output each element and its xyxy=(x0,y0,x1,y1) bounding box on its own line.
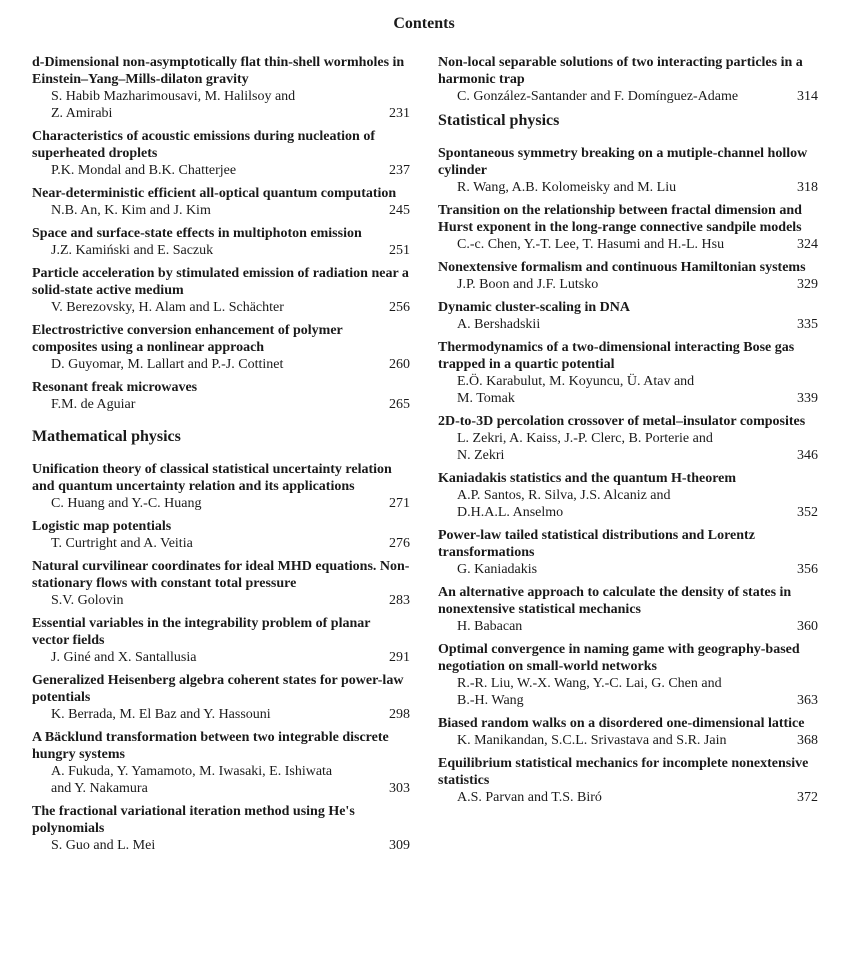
toc-entry[interactable] xyxy=(32,672,410,723)
entry-title[interactable]: Logistic map potentials xyxy=(32,519,172,534)
toc-entry[interactable] xyxy=(32,322,410,373)
toc-entry[interactable] xyxy=(438,339,818,407)
entry-page-number[interactable]: 245 xyxy=(389,203,410,218)
entry-page-number[interactable]: 298 xyxy=(389,707,410,722)
entry-authors: G. Kaniadakis xyxy=(457,562,538,577)
entry-page-number[interactable]: 329 xyxy=(797,277,818,292)
entry-title[interactable]: Particle acceleration by stimulated emission of radiation near a solid-state active medium xyxy=(32,266,409,298)
toc-entry[interactable] xyxy=(438,584,818,635)
toc-entry[interactable] xyxy=(32,54,410,122)
entry-title[interactable]: Characteristics of acoustic emissions during nucleation of superheated droplets xyxy=(32,129,375,161)
page-title: Contents xyxy=(393,15,455,32)
entry-authors: A.S. Parvan and T.S. Biró xyxy=(457,790,602,805)
entry-title[interactable]: Nonextensive formalism and continuous Hamiltonian systems xyxy=(438,260,806,275)
toc-entry[interactable] xyxy=(438,470,818,521)
entry-authors: T. Curtright and A. Veitia xyxy=(51,536,193,551)
entry-page-number[interactable]: 335 xyxy=(797,317,818,332)
entry-byline xyxy=(32,535,410,552)
entry-page-number[interactable]: 256 xyxy=(389,300,410,315)
entry-page-number[interactable]: 360 xyxy=(797,619,818,634)
entry-page-number[interactable]: 309 xyxy=(389,838,410,853)
entry-byline xyxy=(438,88,818,105)
entry-page-number[interactable]: 372 xyxy=(797,790,818,805)
toc-entry[interactable] xyxy=(32,265,410,316)
entry-byline xyxy=(438,487,818,521)
entry-page-number[interactable]: 339 xyxy=(797,391,818,406)
entry-title[interactable]: Dynamic cluster-scaling in DNA xyxy=(438,300,630,315)
entry-byline xyxy=(438,316,818,333)
entry-title[interactable]: Power-law tailed statistical distributions and Lorentz transformations xyxy=(438,528,755,560)
entry-authors: N.B. An, K. Kim and J. Kim xyxy=(51,203,211,218)
entry-authors: C. González-Santander and F. Domínguez-Adame xyxy=(457,89,739,104)
entry-byline xyxy=(32,242,410,259)
entry-authors: S.V. Golovin xyxy=(51,593,124,608)
entry-authors: A. Bershadskii xyxy=(457,317,541,332)
entry-page-number[interactable]: 265 xyxy=(389,397,410,412)
entry-authors: A.P. Santos, R. Silva, J.S. Alcaniz and D.H.A.L. Anselmo xyxy=(457,488,671,520)
entry-authors: R. Wang, A.B. Kolomeisky and M. Liu xyxy=(457,180,677,195)
entry-byline xyxy=(32,495,410,512)
entry-title[interactable]: Space and surface-state effects in multiphoton emission xyxy=(32,226,362,241)
entry-page-number[interactable]: 352 xyxy=(797,505,818,520)
entry-authors: K. Manikandan, S.C.L. Srivastava and S.R. Jain xyxy=(457,733,727,748)
toc-entry[interactable] xyxy=(438,641,818,709)
right-column xyxy=(438,54,818,812)
entry-title[interactable]: 2D-to-3D percolation crossover of metal–insulator composites xyxy=(438,414,806,429)
entry-page-number[interactable]: 356 xyxy=(797,562,818,577)
entry-authors: P.K. Mondal and B.K. Chatterjee xyxy=(51,163,237,178)
left-column xyxy=(32,54,410,860)
entry-page-number[interactable]: 363 xyxy=(797,693,818,708)
toc-entry[interactable] xyxy=(438,145,818,196)
entry-authors: C.-c. Chen, Y.-T. Lee, T. Hasumi and H.-L. Hsu xyxy=(457,237,725,252)
toc-entry[interactable] xyxy=(32,128,410,179)
entry-authors: E.Ö. Karabulut, M. Koyuncu, Ü. Atav and M. Tomak xyxy=(457,374,695,406)
entry-page-number[interactable]: 291 xyxy=(389,650,410,665)
entry-byline xyxy=(32,763,410,797)
entry-authors: F.M. de Aguiar xyxy=(51,397,136,412)
entry-title[interactable]: Electrostrictive conversion enhancement of polymer composites using a nonlinear approach xyxy=(32,323,343,355)
entry-byline xyxy=(438,732,818,749)
entry-authors: D. Guyomar, M. Lallart and P.-J. Cottinet xyxy=(51,357,284,372)
toc-entry[interactable] xyxy=(32,729,410,797)
toc-entry[interactable] xyxy=(438,259,818,293)
entry-page-number[interactable]: 231 xyxy=(389,106,410,121)
entry-byline xyxy=(438,236,818,253)
toc-entry[interactable] xyxy=(32,379,410,413)
entry-byline xyxy=(32,649,410,666)
entry-title[interactable]: Unification theory of classical statistical uncertainty relation and quantum uncertainty relation and its applications xyxy=(32,462,392,494)
entry-page-number[interactable]: 276 xyxy=(389,536,410,551)
entry-byline xyxy=(32,162,410,179)
entry-title[interactable]: A Bäcklund transformation between two integrable discrete hungry systems xyxy=(32,730,389,762)
entry-page-number[interactable]: 368 xyxy=(797,733,818,748)
entry-page-number[interactable]: 260 xyxy=(389,357,410,372)
entry-title[interactable]: Biased random walks on a disordered one-dimensional lattice xyxy=(438,716,805,731)
entry-title[interactable]: Spontaneous symmetry breaking on a mutiple-channel hollow cylinder xyxy=(438,146,808,178)
entry-title[interactable]: Resonant freak microwaves xyxy=(32,380,198,395)
toc-entry[interactable] xyxy=(438,54,818,105)
entry-authors: A. Fukuda, Y. Yamamoto, M. Iwasaki, E. Ishiwata and Y. Nakamura xyxy=(51,764,333,796)
entry-byline xyxy=(32,396,410,413)
entry-byline xyxy=(32,706,410,723)
toc-entry[interactable] xyxy=(32,185,410,219)
entry-title[interactable]: Non-local separable solutions of two interacting particles in a harmonic trap xyxy=(438,55,803,87)
entry-byline xyxy=(438,618,818,635)
entry-byline xyxy=(32,88,410,122)
entry-title[interactable]: The fractional variational iteration method using He's polynomials xyxy=(32,804,355,836)
entry-page-number[interactable]: 251 xyxy=(389,243,410,258)
entry-byline xyxy=(438,179,818,196)
entry-authors: J.Z. Kamiński and E. Saczuk xyxy=(51,243,214,258)
entry-title[interactable]: Essential variables in the integrability problem of planar vector fields xyxy=(32,616,371,648)
entry-authors: C. Huang and Y.-C. Huang xyxy=(51,496,202,511)
entry-page-number[interactable]: 271 xyxy=(389,496,410,511)
entry-byline xyxy=(438,675,818,709)
entry-title[interactable]: d-Dimensional non-asymptotically flat thin-shell wormholes in Einstein–Yang–Mills-dilaton gravity xyxy=(32,55,405,87)
entry-authors: S. Habib Mazharimousavi, M. Halilsoy and Z. Amirabi xyxy=(51,89,296,121)
entry-title[interactable]: Natural curvilinear coordinates for ideal MHD equations. Non-stationary flows with constant total pressure xyxy=(32,559,410,591)
toc-entry[interactable] xyxy=(32,558,410,609)
entry-authors: R.-R. Liu, W.-X. Wang, Y.-C. Lai, G. Chen and B.-H. Wang xyxy=(457,676,722,708)
section-heading: Mathematical physics xyxy=(32,428,181,445)
entry-byline xyxy=(438,789,818,806)
entry-title[interactable]: Transition on the relationship between fractal dimension and Hurst exponent in the long-range connective sandpile models xyxy=(438,203,802,235)
entry-title[interactable]: Near-deterministic efficient all-optical quantum computation xyxy=(32,186,397,201)
toc-entry[interactable] xyxy=(32,803,410,854)
entry-byline xyxy=(438,561,818,578)
entry-authors: H. Babacan xyxy=(457,619,523,634)
entry-authors: J. Giné and X. Santallusia xyxy=(51,650,197,665)
toc-entry[interactable] xyxy=(438,527,818,578)
entry-byline xyxy=(32,299,410,316)
entry-byline xyxy=(438,373,818,407)
toc-entry[interactable] xyxy=(32,518,410,552)
entry-byline xyxy=(32,837,410,854)
entry-title[interactable]: An alternative approach to calculate the density of states in nonextensive statistical mechanics xyxy=(438,585,792,617)
entry-page-number[interactable]: 346 xyxy=(797,448,818,463)
entry-authors: J.P. Boon and J.F. Lutsko xyxy=(457,277,599,292)
entry-title[interactable]: Kaniadakis statistics and the quantum H-theorem xyxy=(438,471,737,486)
toc-entry[interactable] xyxy=(438,299,818,333)
toc-entry[interactable] xyxy=(438,202,818,253)
entry-page-number[interactable]: 283 xyxy=(389,593,410,608)
toc-entry[interactable] xyxy=(438,755,818,806)
entry-title[interactable]: Optimal convergence in naming game with geography-based negotiation on small-world networks xyxy=(438,642,800,674)
entry-page-number[interactable]: 324 xyxy=(797,237,818,252)
entry-page-number[interactable]: 237 xyxy=(389,163,410,178)
entry-authors: L. Zekri, A. Kaiss, J.-P. Clerc, B. Porterie and N. Zekri xyxy=(457,431,713,463)
toc-entry[interactable] xyxy=(438,715,818,749)
entry-byline xyxy=(32,592,410,609)
entry-byline xyxy=(32,356,410,373)
entry-byline xyxy=(32,202,410,219)
section-heading: Statistical physics xyxy=(438,112,560,129)
entry-byline xyxy=(438,430,818,464)
toc-entry[interactable] xyxy=(438,413,818,464)
toc-entry[interactable] xyxy=(32,461,410,512)
entry-page-number[interactable]: 303 xyxy=(389,781,410,796)
entry-title[interactable]: Generalized Heisenberg algebra coherent states for power-law potentials xyxy=(32,673,404,705)
entry-byline xyxy=(438,276,818,293)
entry-authors: V. Berezovsky, H. Alam and L. Schächter xyxy=(51,300,284,315)
entry-page-number[interactable]: 314 xyxy=(797,89,818,104)
entry-title[interactable]: Equilibrium statistical mechanics for incomplete nonextensive statistics xyxy=(438,756,809,788)
entry-authors: S. Guo and L. Mei xyxy=(51,838,156,853)
entry-page-number[interactable]: 318 xyxy=(797,180,818,195)
entry-title[interactable]: Thermodynamics of a two-dimensional interacting Bose gas trapped in a quartic potential xyxy=(438,340,795,372)
toc-entry[interactable] xyxy=(32,225,410,259)
toc-entry[interactable] xyxy=(32,615,410,666)
entry-authors: K. Berrada, M. El Baz and Y. Hassouni xyxy=(51,707,271,722)
